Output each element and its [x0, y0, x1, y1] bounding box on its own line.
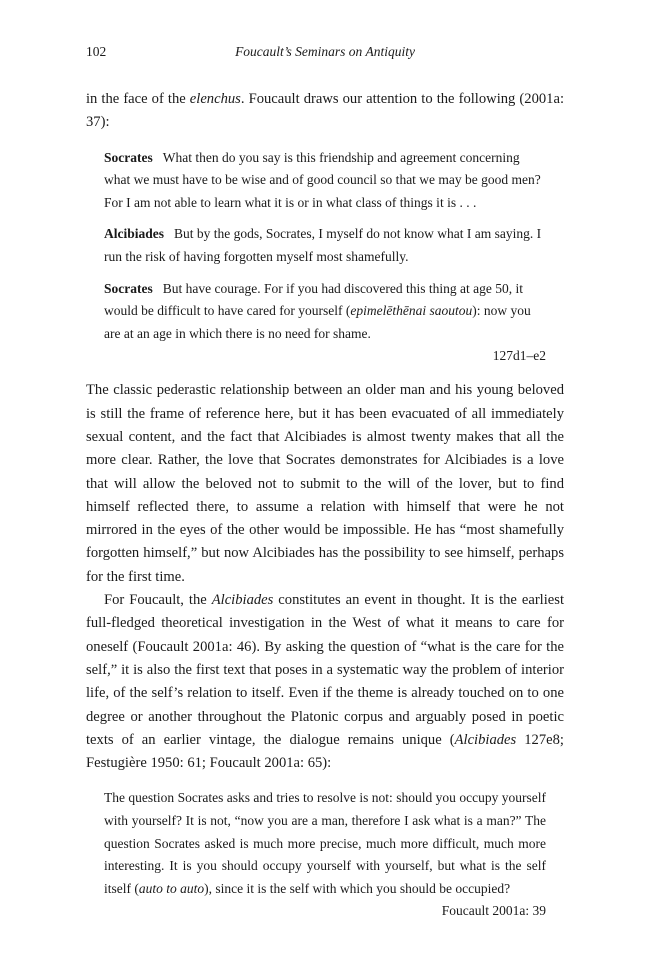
speaker-name: Socrates	[104, 280, 153, 296]
quote-text: The question Socrates asks and tries to resolve is not: should you occupy yourself with yourself? It is not, “now you are a man, therefore I ask what is a man?” The question Socrates asked is much more precise, much more difficult, much more interesting. It is you should occupy yourself with yourself, but what is the self itself (	[104, 790, 546, 896]
page-number: 102	[86, 44, 107, 59]
body-paragraph-2	[86, 589, 564, 775]
para2-text: 127e8; Festugière 1950: 61; Foucault 2001a: 65):	[86, 731, 564, 772]
block-quote	[104, 787, 546, 922]
quote-text: ), since it is the self with which you should be occupied?	[204, 880, 511, 896]
speaker-name: Socrates	[104, 149, 153, 165]
dialogue-citation: 127d1–e2	[492, 348, 546, 364]
intro-text-end: . Foucault draws our attention to the following (2001a: 37):	[86, 91, 564, 131]
dialogue-line	[104, 223, 546, 268]
dialogue-text: But have courage. For if you had discovered this thing at age 50, it would be difficult to have cared for yourself (	[104, 280, 524, 319]
quote-emphasis: auto to auto	[138, 880, 205, 896]
para2-text: constitutes an event in thought. It is the earliest full-fledged theoretical investigation in the West of what it means to care for oneself (Foucault 2001a: 46). By asking the question of “what is the care for the self,” it is also the first text that poses in a systematic way the problem of interior life, of the self’s relation to itself. Even if the theme is already touched on to one degree or another throughout the Platonic corpus and arguably posed in poetic texts of an earlier vintage, the dialogue remains unique (	[86, 592, 564, 748]
dialogue-text: But by the gods, Socrates, I myself do not know what I am saying. I run the risk of having forgotten myself most shamefully.	[104, 226, 542, 264]
para2-emphasis: Alcibiades	[211, 592, 274, 609]
running-title: Foucault’s Seminars on Antiquity	[235, 44, 415, 59]
running-header	[86, 44, 564, 66]
dialogue-text: ): now you are at an age in which there is no need for shame.	[104, 303, 531, 341]
dialogue-text: What then do you say is this friendship and agreement concerning what we must have to be wise and of good council so that we may be good men? For I am not able to learn what it is or in what class of things it is . . .	[104, 149, 541, 210]
dialogue-quote	[104, 147, 546, 368]
intro-emphasis: elenchus	[189, 91, 241, 107]
dialogue-line	[104, 278, 546, 346]
body-paragraph-1: The classic pederastic relationship between an older man and his young beloved is still the frame of reference here, but it has been evacuated of all immediately sexual content, and the fact that Alcibiades is almost twenty makes that all the more clear. Rather, the love that Socrates demonstrates for Alcibiades is a love that will allow the beloved not to submit to the will of the lover, but to find himself reflected there, to assume a relation with himself that were he not mirrored in the eyes of the other would be impossible. He has “most shamefully forgotten himself,” but now Alcibiades has the possibility to see himself, perhaps for the first time.	[86, 382, 564, 585]
page-body	[86, 88, 564, 922]
intro-paragraph	[86, 88, 564, 135]
speaker-name: Alcibiades	[104, 226, 165, 242]
dialogue-line	[104, 147, 546, 215]
para2-emphasis: Alcibiades	[454, 731, 517, 748]
para2-text: For Foucault, the	[104, 592, 212, 609]
block-quote-citation: Foucault 2001a: 39	[441, 903, 546, 919]
intro-text-start: in the face of the	[86, 91, 190, 107]
dialogue-emphasis: epimelēthēnai saoutou	[350, 303, 473, 319]
block-quote-text	[104, 787, 546, 900]
